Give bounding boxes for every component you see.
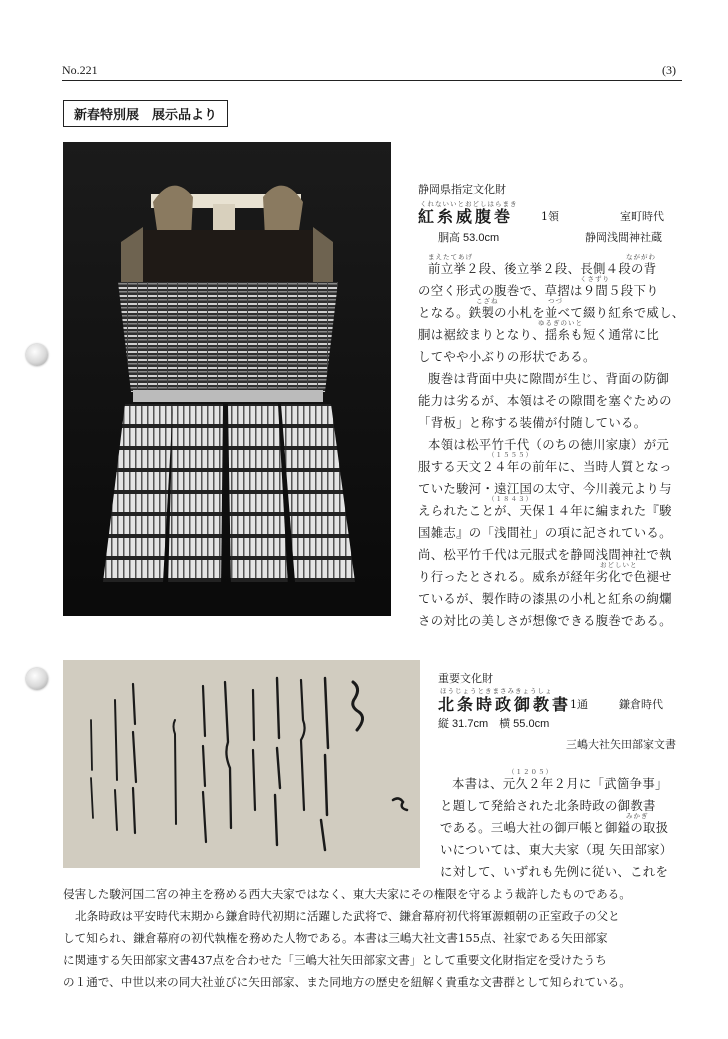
ruby-maetateage: まえたてあげ [428,253,473,261]
ruby-mikagi: みかぎ [626,812,649,820]
item1-line: してやや小ぶりの形状である。 [418,349,596,364]
item1-line: 前立挙２段、後立挙２段、長側４段の背 [428,261,657,276]
ruby-kozane: こざね [476,297,499,305]
item1-line: 服する天文２４年の前年に、当時人質となっ [418,459,672,474]
item2-line: に対して、いずれも先例に従い、これを [440,864,669,879]
item1-line: 腹巻は背面中央に隙間が生じ、背面の防御 [428,371,670,386]
item2-era: 鎌倉時代 [619,698,663,711]
item1-line: 「背板」と称する装備が付随している。 [418,415,647,430]
item1-title-ruby: くれないいとおどしはらまき [420,200,518,208]
item1-line: ているが、製作時の漆黒の小札と紅糸の絢爛 [418,591,672,606]
binder-hole-top [26,344,48,366]
section-title: 新春特別展 展示品より [63,100,228,127]
item1-line: えられたことが、天保１４年に編まれた『駿 [418,503,672,518]
item1-line: 本領は松平竹千代（のちの徳川家康）が元 [428,437,670,452]
header-rule [62,80,682,81]
document-photo [63,660,420,868]
item1-designation: 静岡県指定文化財 [418,183,506,196]
item2-line: の１通で、中世以来の同大社並びに矢田部家、また同地方の歴史を紐解く貴重な文書群として知られている。 [63,975,631,989]
item1-line: り行ったとされる。威糸が経年劣化で色褪せ [418,569,672,584]
item2-line: である。三嶋大社の御戸帳と御鎰の取扱 [440,820,669,835]
ruby-odoshiito: おどしいと [600,561,638,569]
item2-line: 侵害した駿河国二宮の神主を務める西大夫家ではなく、東大夫家にその権限を守るよう裁許したものである。 [63,887,631,901]
page-number: (3) [662,63,676,77]
item2-title-ruby: ほうじょうときまさみきょうしょ [440,687,553,695]
item1-line: ていた駿河・遠江国の太守、今川義元より与 [418,481,672,496]
item1-line: となる。鉄製の小札を並べて綴り紅糸で威し、 [418,305,685,320]
item1-count: 1領 [541,210,559,223]
ruby-yurugi: ゆるぎのいと [538,319,583,327]
item2-title: 北条時政御教書 [438,695,572,714]
armor-photo [63,142,391,616]
item1-line: の空く形式の腹巻で、草摺は９間５段下り [418,283,659,298]
ruby-1555: （１５５５） [488,451,533,459]
item2-line: 北条時政は平安時代末期から鎌倉時代初期に活躍した武将で、鎌倉幕府初代将軍源頼朝の正室政子の父と [75,909,620,923]
item1-owner: 静岡浅間神社蔵 [585,231,662,244]
item2-line: して知られ、鎌倉幕府の初代執権を務めた人物である。本書は三嶋大社文書155点、社家である矢田部家 [63,931,608,945]
item1-title: 紅糸威腹巻 [418,207,514,226]
item2-size: 縦 31.7cm 横 55.0cm [438,718,550,730]
item2-line: 本書は、元久２年２月に「武箇争事」 [452,776,668,791]
item2-line: いについては、東大夫家（現 矢田部家） [440,842,673,857]
ruby-1205: （１２０５） [508,768,553,776]
binder-hole-bottom [26,668,48,690]
ruby-tsuzu: つづ [548,297,563,305]
item1-line: 胴は裾絞まりとなり、揺糸も短く通常に比 [418,327,660,342]
ruby-nagagawa: なががわ [626,253,656,261]
item1-line: さの対比の美しさが想像できる腹巻である。 [418,613,672,628]
item2-count: 1通 [570,698,588,711]
issue-number: No.221 [62,63,98,77]
ruby-kusazuri: くさずり [580,275,610,283]
item2-line: に関連する矢田部家文書437点を合わせた「三嶋大社矢田部家文書」として重要文化財指定を受けたうち [63,953,607,967]
item1-line: 国雑志』の「浅間社」の項に記されている。 [418,525,672,540]
item1-size: 胴高 53.0cm [438,232,500,244]
item2-line: と題して発給された北条時政の御教書 [440,798,656,813]
item2-designation: 重要文化財 [438,672,493,685]
ruby-1843: （１８４３） [488,495,533,503]
item2-owner: 三嶋大社矢田部家文書 [566,738,676,751]
item1-line: 能力は劣るが、本領はその隙間を塞ぐための [418,393,672,408]
item1-era: 室町時代 [620,210,664,223]
item1-line: 尚、松平竹千代は元服式を静岡浅間神社で執 [418,547,672,562]
